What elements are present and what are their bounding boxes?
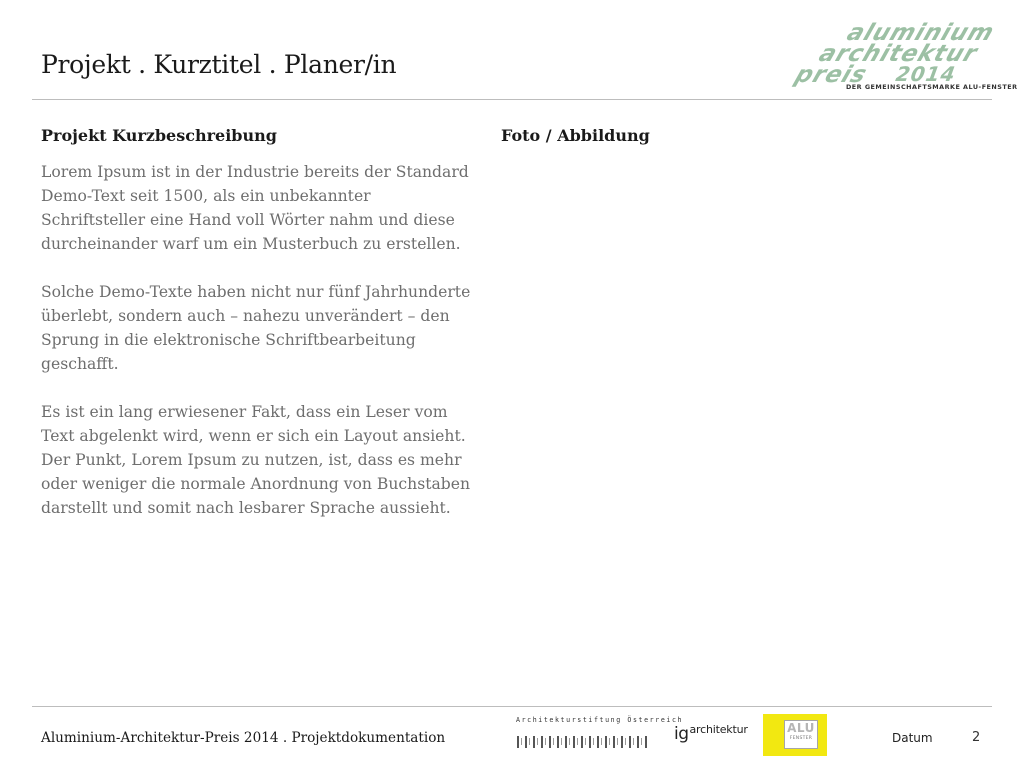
ig-logo-suffix: architektur <box>689 723 748 736</box>
description-paragraph: Lorem Ipsum ist in der Industrie bereits der Standard Demo-Text seit 1500, als ein unbekannter Schriftsteller eine Hand voll Wörter nahm und diese durcheinander warf um ein Musterbuch zu erstellen. <box>41 163 469 253</box>
logo-word-preis: preis <box>791 62 871 88</box>
description-paragraph: Es ist ein lang erwiesener Fakt, dass ein Leser vom Text abgelenkt wird, wenn er sich ein Layout ansieht. Der Punkt, Lorem Ipsum zu nutzen, ist, dass es mehr oder weniger die normale Anordnung von Buchstaben darstellt und somit nach lesbarer Sprache aussieht. <box>41 403 471 517</box>
description-heading: Projekt Kurzbeschreibung <box>41 126 277 145</box>
logo-year: 2014 <box>891 62 961 86</box>
ig-architektur-logo <box>674 724 748 744</box>
description-body <box>41 160 471 544</box>
logo-word-aluminium: aluminium <box>843 20 999 46</box>
page-number: 2 <box>972 730 981 745</box>
page-title: Projekt . Kurztitel . Planer/in <box>41 50 397 79</box>
alu-word: ALU <box>787 721 815 735</box>
architekturstiftung-bars-icon <box>516 734 650 748</box>
logo-tagline: DER GEMEINSCHAFTSMARKE ALU-FENSTER <box>846 83 1018 91</box>
architekturstiftung-label: Architekturstiftung Österreich <box>516 716 684 724</box>
ig-logo-prefix: ig <box>674 724 689 744</box>
date-label: Datum <box>892 731 933 745</box>
footer-divider <box>32 706 992 707</box>
header-divider <box>32 99 992 100</box>
alu-subtitle: FENSTER <box>789 736 813 741</box>
description-paragraph: Solche Demo-Texte haben nicht nur fünf Jahrhunderte überlebt, sondern auch – nahezu unverändert – den Sprung in die elektronische Schriftbearbeitung geschafft. <box>41 283 471 373</box>
logo-word-architektur: architektur <box>815 41 982 67</box>
alu-fenster-badge <box>784 720 818 749</box>
photo-heading: Foto / Abbildung <box>501 126 650 145</box>
footer-title: Aluminium-Architektur-Preis 2014 . Projektdokumentation <box>41 730 446 746</box>
alu-fenster-logo <box>763 714 827 756</box>
aluminium-architektur-preis-logo <box>788 20 1018 94</box>
